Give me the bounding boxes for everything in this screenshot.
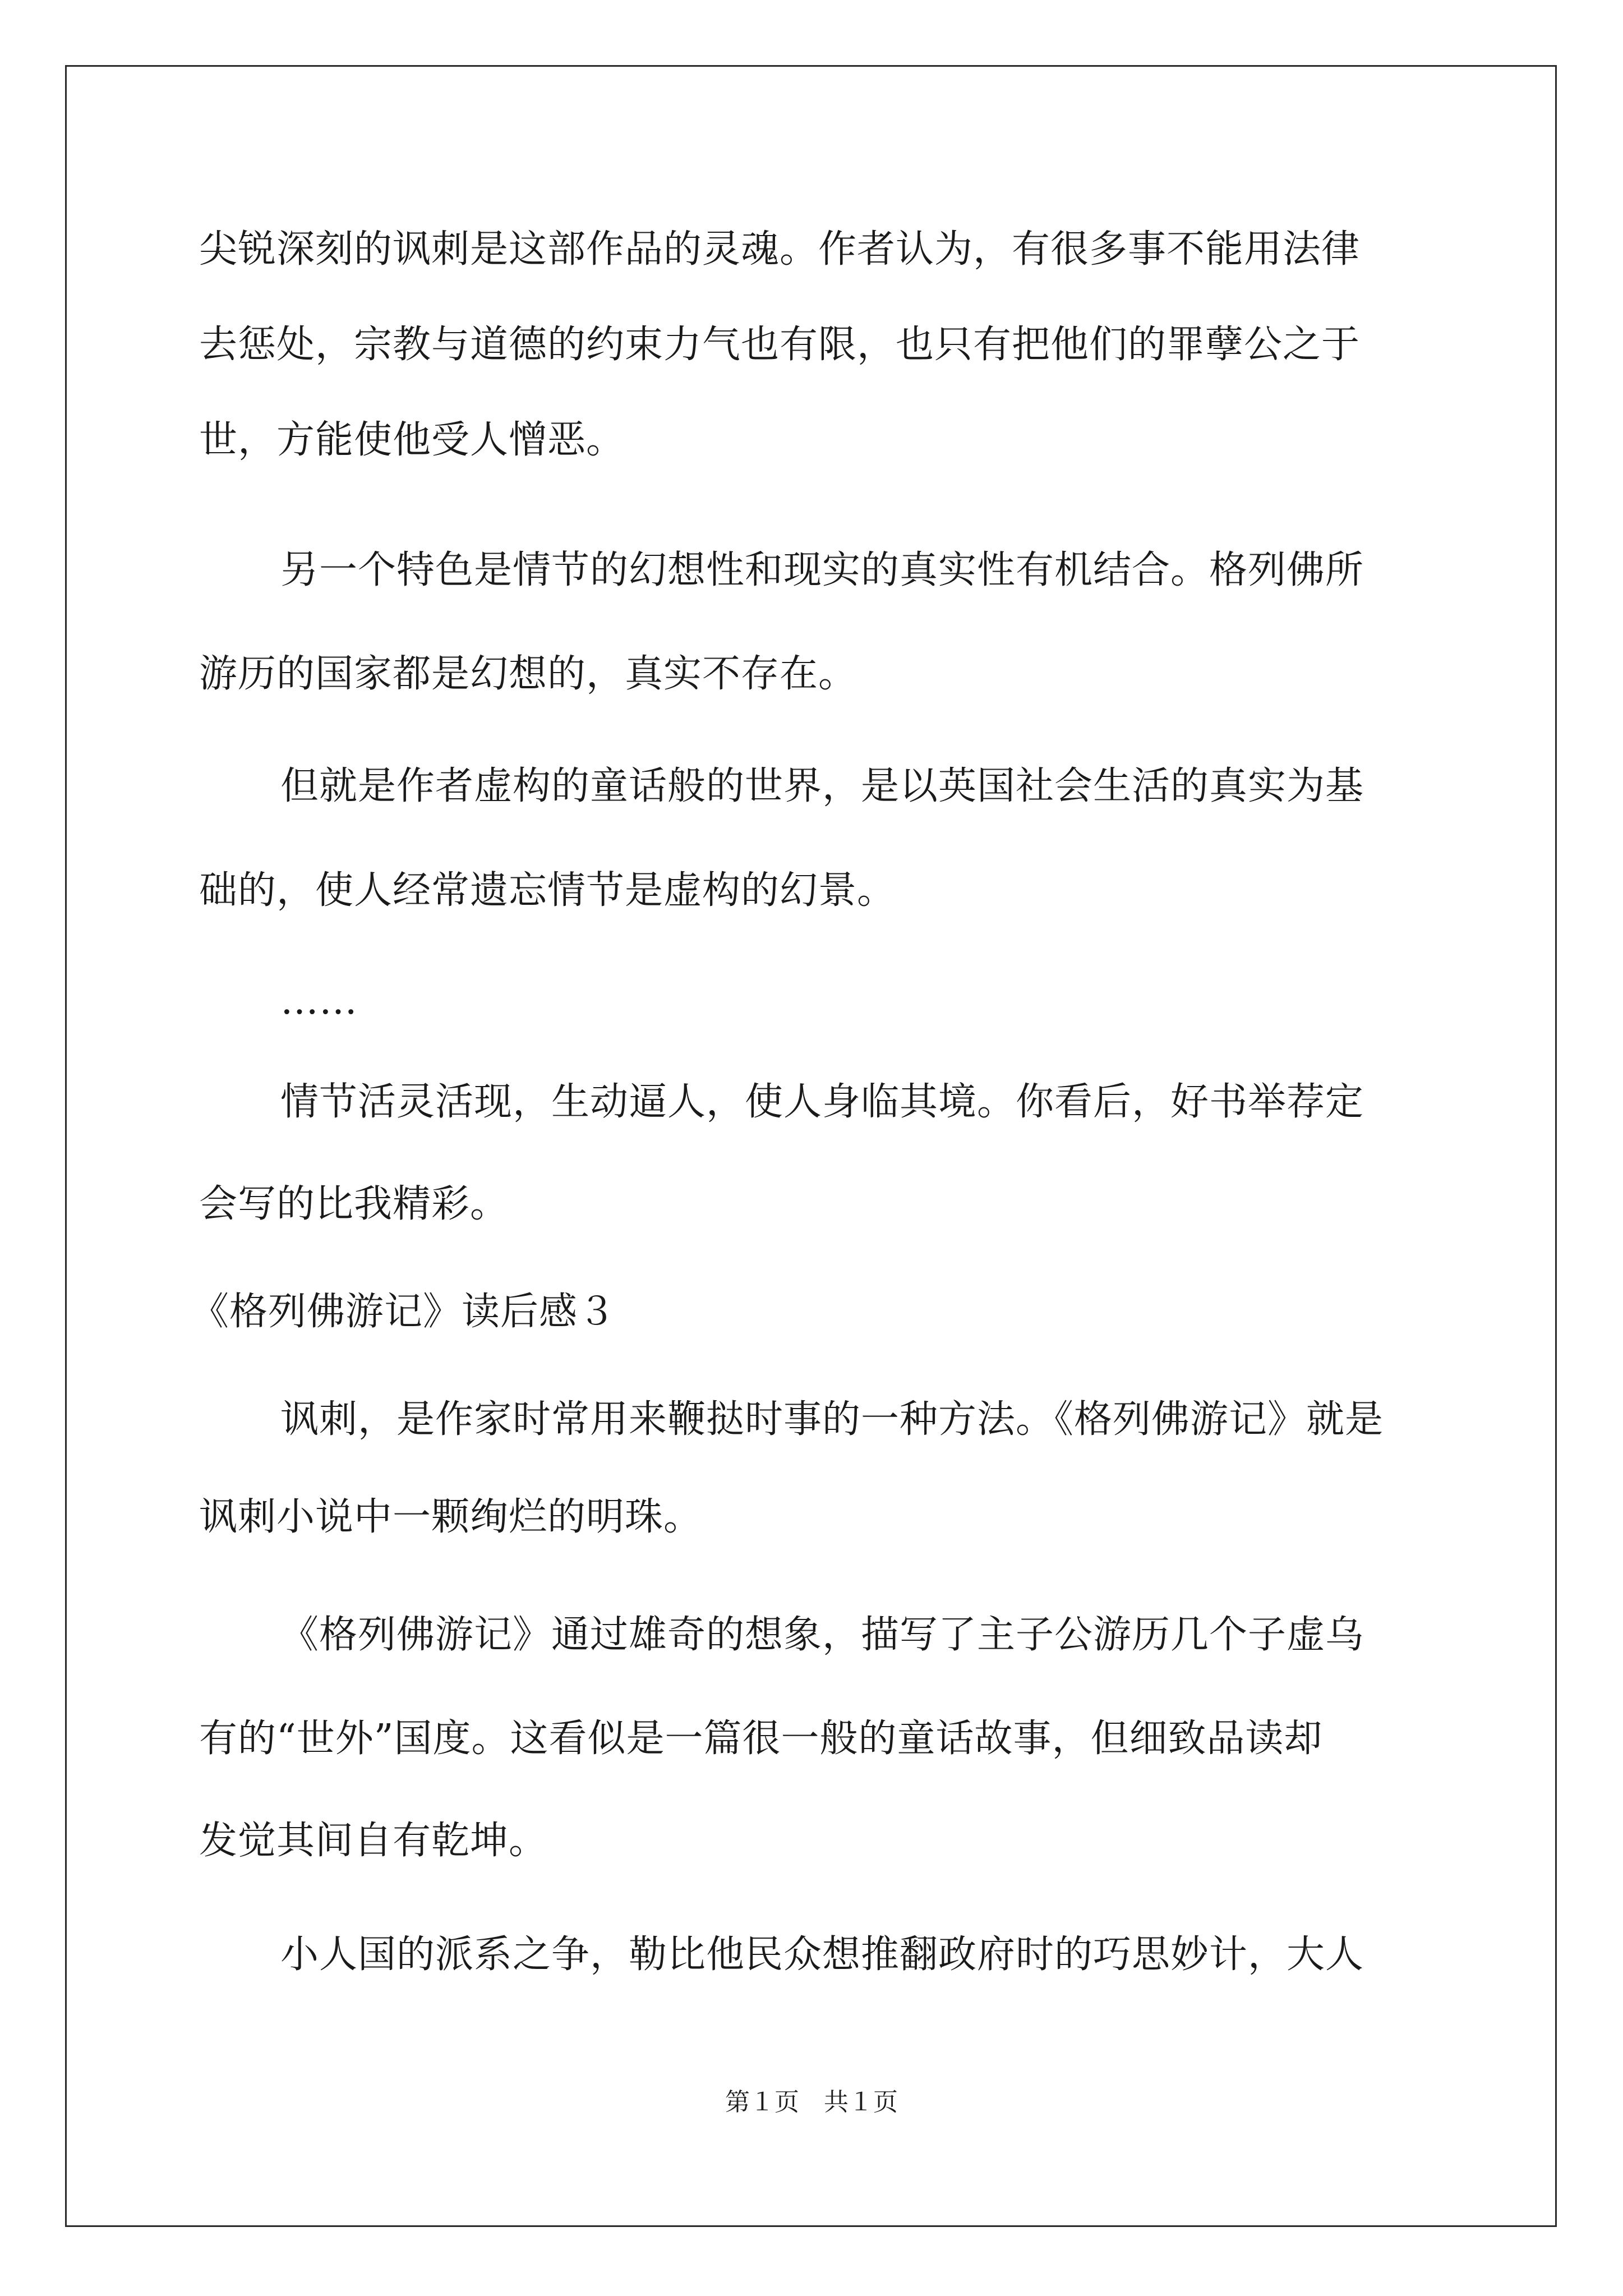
paragraph-line: 《格列佛游记》通过雄奇的想象，描写了主子公游历几个子虚乌: [280, 1613, 1364, 1657]
page-border: [65, 65, 1557, 2227]
paragraph-line: 发觉其间自有乾坤。: [199, 1819, 548, 1863]
paragraph-line: 情节活灵活现，生动逼人，使人身临其境。你看后，好书举荐定: [280, 1080, 1364, 1124]
paragraph-line: 另一个特色是情节的幻想性和现实的真实性有机结合。格列佛所: [280, 548, 1364, 592]
paragraph-line: 有的“世外”国度。这看似是一篇很一般的童话故事，但细致品读却: [199, 1717, 1323, 1761]
paragraph-line: 但就是作者虚构的童话般的世界，是以英国社会生活的真实为基: [280, 764, 1364, 808]
paragraph-line: 讽刺小说中一颗绚烂的明珠。: [199, 1495, 703, 1539]
ellipsis-line: ……: [280, 979, 358, 1023]
page-number-footer: 第１页 共１页: [725, 2088, 898, 2116]
paragraph-line: 讽刺，是作家时常用来鞭挞时事的一种方法。《格列佛游记》就是: [280, 1397, 1384, 1442]
paragraph-line: 游历的国家都是幻想的，真实不存在。: [199, 652, 857, 696]
paragraph-line: 去惩处，宗教与道德的约束力气也有限，也只有把他们的罪孽公之于: [199, 323, 1361, 367]
section-heading: 《格列佛游记》读后感３: [191, 1290, 617, 1334]
paragraph-line: 础的，使人经常遗忘情节是虚构的幻景。: [199, 868, 896, 913]
paragraph-line: 世，方能使他受人憎恶。: [199, 418, 625, 462]
paragraph-line: 小人国的派系之争，勒比他民众想推翻政府时的巧思妙计，大人: [280, 1932, 1364, 1977]
paragraph-line: 会写的比我精彩。: [199, 1182, 509, 1226]
paragraph-line: 尖锐深刻的讽刺是这部作品的灵魂。作者认为，有很多事不能用法律: [199, 227, 1361, 272]
